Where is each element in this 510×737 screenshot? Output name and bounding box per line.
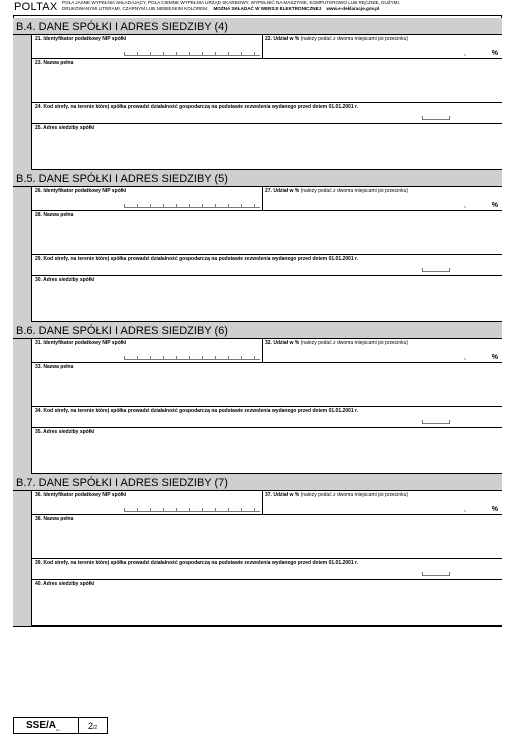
nip-share-row bbox=[32, 187, 502, 211]
share-field[interactable] bbox=[262, 35, 502, 58]
address-field[interactable] bbox=[32, 428, 502, 474]
percent-sign: % bbox=[491, 506, 498, 513]
name-field[interactable] bbox=[32, 59, 502, 103]
decimal-comma: , bbox=[464, 506, 466, 513]
section-title: B.5. DANE SPÓŁKI I ADRES SIEDZIBY (5) bbox=[13, 170, 502, 187]
brand-label: POLTAX bbox=[14, 1, 58, 13]
section-title: B.6. DANE SPÓŁKI I ADRES SIEDZIBY (6) bbox=[13, 322, 502, 339]
nip-share-row bbox=[32, 35, 502, 59]
section-b4 bbox=[13, 18, 502, 170]
nip-label: 26. Identyfikator podatkowy NIP spółki bbox=[35, 188, 127, 194]
decimal-comma: , bbox=[464, 354, 466, 361]
address-field[interactable] bbox=[32, 124, 502, 170]
percent-sign: % bbox=[491, 354, 498, 361]
header-note-line2: DRUKOWANYMI LITERAMI, CZARNYM LUB NIEBIESKIM KOLOREM. MOŻNA SKŁADAĆ W WERSJI ELEKTRONICZNEJ www.e-deklaracje.gov.pl bbox=[62, 5, 380, 11]
name-field[interactable] bbox=[32, 211, 502, 255]
nip-field[interactable] bbox=[32, 35, 262, 58]
address-field[interactable] bbox=[32, 580, 502, 626]
zone-label: 24. Kod strefy, na terenie której spółka prowadzi działalność gospodarczą na podstawie zezwolenia wydanego przed dniem 01.01.2001 r. bbox=[35, 104, 359, 110]
zone-code-field[interactable] bbox=[32, 407, 502, 428]
nip-digit-boxes bbox=[124, 508, 260, 512]
share-label: 37. Udział w % (należy podać z dwoma miejscami po przecinku) bbox=[265, 492, 409, 498]
header-note-line1: POLA JASNE WYPEŁNIA SKŁADAJĄCY, POLA CIEMNE WYPEŁNIA URZĄD SKARBOWY. WYPEŁNIĆ NA MASZYNIE, KOMPUTEROWO LUB RĘCZNIE, DUŻYMI, bbox=[62, 0, 401, 5]
name-field[interactable] bbox=[32, 363, 502, 407]
percent-sign: % bbox=[491, 202, 498, 209]
zone-code-field[interactable] bbox=[32, 255, 502, 276]
section-gutter bbox=[13, 35, 32, 170]
zone-code-boxes bbox=[422, 268, 450, 272]
name-label: 38. Nazwa pełna bbox=[35, 516, 74, 522]
page-number: 2/2 bbox=[88, 721, 98, 731]
address-field[interactable] bbox=[32, 276, 502, 322]
zone-code-field[interactable] bbox=[32, 559, 502, 580]
share-label: 32. Udział w % (należy podać z dwoma miejscami po przecinku) bbox=[265, 340, 409, 346]
name-field[interactable] bbox=[32, 515, 502, 559]
section-gutter bbox=[13, 491, 32, 626]
section-b7 bbox=[13, 474, 502, 626]
header-instructions bbox=[62, 0, 502, 11]
share-label: 22. Udział w % (należy podać z dwoma miejscami po przecinku) bbox=[265, 36, 409, 42]
zone-label: 34. Kod strefy, na terenie której spółka prowadzi działalność gospodarczą na podstawie zezwolenia wydanego przed dniem 01.01.2001 r. bbox=[35, 408, 359, 414]
section-b5 bbox=[13, 170, 502, 322]
nip-field[interactable] bbox=[32, 339, 262, 362]
nip-digit-boxes bbox=[124, 204, 260, 208]
nip-field[interactable] bbox=[32, 187, 262, 210]
footer-divider bbox=[78, 718, 79, 733]
decimal-comma: , bbox=[464, 202, 466, 209]
section-b6 bbox=[13, 322, 502, 474]
name-label: 23. Nazwa pełna bbox=[35, 60, 74, 66]
share-field[interactable] bbox=[262, 491, 502, 514]
zone-label: 39. Kod strefy, na terenie której spółka prowadzi działalność gospodarczą na podstawie zezwolenia wydanego przed dniem 01.01.2001 r. bbox=[35, 560, 359, 566]
nip-digit-boxes bbox=[124, 52, 260, 56]
name-label: 33. Nazwa pełna bbox=[35, 364, 74, 370]
section-title: B.4. DANE SPÓŁKI I ADRES SIEDZIBY (4) bbox=[13, 18, 502, 35]
zone-code-boxes bbox=[422, 420, 450, 424]
zone-label: 29. Kod strefy, na terenie której spółka prowadzi działalność gospodarczą na podstawie zezwolenia wydanego przed dniem 01.01.2001 r. bbox=[35, 256, 359, 262]
form-code: SSE/$A_{(1)}$ bbox=[26, 720, 60, 732]
share-field[interactable] bbox=[262, 187, 502, 210]
form-footer bbox=[13, 717, 108, 734]
address-label: 30. Adres siedziby spółki bbox=[35, 277, 95, 283]
nip-label: 31. Identyfikator podatkowy NIP spółki bbox=[35, 340, 127, 346]
address-label: 35. Adres siedziby spółki bbox=[35, 429, 95, 435]
percent-sign: % bbox=[491, 50, 498, 57]
zone-code-field[interactable] bbox=[32, 103, 502, 124]
nip-share-row bbox=[32, 491, 502, 515]
address-label: 40. Adres siedziby spółki bbox=[35, 581, 95, 587]
zone-code-boxes bbox=[422, 572, 450, 576]
form-header bbox=[0, 0, 510, 15]
section-gutter bbox=[13, 339, 32, 474]
nip-label: 36. Identyfikator podatkowy NIP spółki bbox=[35, 492, 127, 498]
decimal-comma: , bbox=[464, 50, 466, 57]
zone-code-boxes bbox=[422, 116, 450, 120]
nip-digit-boxes bbox=[124, 356, 260, 360]
nip-label: 21. Identyfikator podatkowy NIP spółki bbox=[35, 36, 127, 42]
share-field[interactable] bbox=[262, 339, 502, 362]
nip-share-row bbox=[32, 339, 502, 363]
nip-field[interactable] bbox=[32, 491, 262, 514]
section-gutter bbox=[13, 187, 32, 322]
address-label: 25. Adres siedziby spółki bbox=[35, 125, 95, 131]
name-label: 28. Nazwa pełna bbox=[35, 212, 74, 218]
section-title: B.7. DANE SPÓŁKI I ADRES SIEDZIBY (7) bbox=[13, 474, 502, 491]
share-label: 27. Udział w % (należy podać z dwoma miejscami po przecinku) bbox=[265, 188, 409, 194]
